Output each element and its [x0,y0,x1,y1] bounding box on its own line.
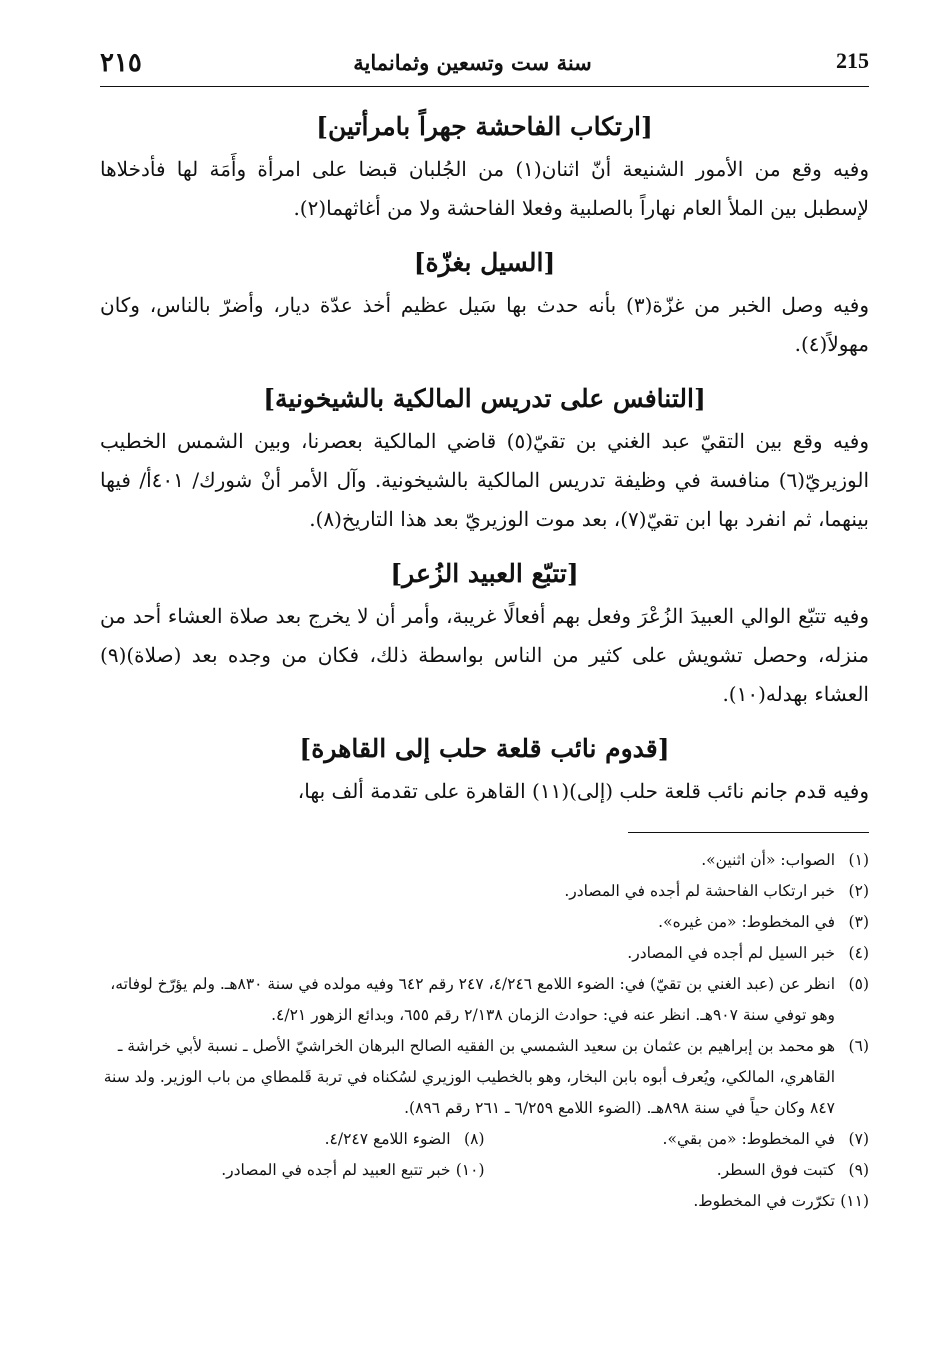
footnote-text: هو محمد بن إبراهيم بن عثمان بن سعيد الشمسي بن الفقيه الصالح البرهان الخراشيّ الأصل ـ نسبة لأبي خراشة ـ القاهري، المالكي، ويُعرف أبوه بابن البخار، وهو بالخطيب الوزيري لسُكناه في تربة قَلمطاي من باب الوزير. ولد سنة ٨٤٧ وكان حياً في سنة ٨٩٨هـ. (الضوء اللامع ٦/٢٥٩ ـ ٢٦١ رقم ٨٩٦). [103,1037,835,1117]
running-header [0,44,945,84]
footnote-number: (٤) [848,944,869,962]
footnote [100,938,869,969]
footnotes [100,845,869,1217]
footnote-text: في المخطوط: «من غيره». [658,913,835,931]
footnote-text: انظر عن (عبد الغني بن تقيّ) في: الضوء اللامع ٤/٢٤٦، ٢٤٧ رقم ٦٤٢ وفيه مولده في سنة ٨٣٠هـ. ولم يؤرّخ لوفاته، وهو توفي سنة ٩٠٧هـ. انظر عنه في: حوادث الزمان ٢/١٣٨ رقم ٦٥٥، وبدائع الزهور ٤/٢١. [110,975,835,1024]
footnote [485,1155,870,1186]
page-number-latin: 215 [836,48,869,73]
footnote-text: كتبت فوق السطر. [716,1161,835,1179]
footnote-row [100,1155,869,1186]
footnote-number: (٧) [848,1130,869,1148]
footnote [100,1031,869,1124]
footnote-rule [628,832,869,833]
section-heading: [السيل بغزّة] [413,248,556,277]
section-heading: [قدوم نائب قلعة حلب إلى القاهرة] [299,734,670,763]
footnote-number: (٩) [848,1161,869,1179]
section-heading: [التنافس على تدريس المالكية بالشيخونية] [263,384,706,413]
footnote-number: (٥) [848,975,869,993]
footnote [100,876,869,907]
footnote-text: تكرّرت في المخطوط. [693,1192,835,1210]
footnote-number: (٣) [848,913,869,931]
footnote-text: الصواب: «أن اثنين». [701,851,835,869]
footnote [100,845,869,876]
footnote-number: (٨) [464,1130,485,1148]
footnote-number: (١) [848,851,869,869]
footnote [100,1155,485,1186]
footnote [100,969,869,1031]
footnote-text: خبر ارتكاب الفاحشة لم أجده في المصادر. [564,882,835,900]
footnote-number: (٢) [848,882,869,900]
footnote [100,1124,485,1155]
footnote-number: (٦) [848,1037,869,1055]
section-paragraph: وفيه تتبّع الوالي العبيدَ الزُعْرَ وفعل بهم أفعالًا غريبة، وأمر أن لا يخرج بعد صلاة العشاء أحد من منزله، وحصل تشويش على كثير من الناس بواسطة ذلك، فكان من وجده بعد (صلاة)(٩) العشاء بهدله(١٠). [100,604,869,706]
section-paragraph: وفيه وصل الخبر من غزّة(٣) بأنه حدث بها سَيل عظيم أخذ عدّة ديار، وأضرّ بالناس، وكان مهولاً(٤). [100,293,869,356]
running-title: سنة ست وتسعين وثمانماية [353,50,592,75]
section-paragraph: وفيه وقع بين التقيّ عبد الغني بن تقيّ(٥) قاضي المالكية بعصرنا، وبين الشمس الخطيب الوزيريّ(٦) منافسة في وظيفة تدريس المالكية بالشيخونية. وآل الأمر أنْ شورك/ ٤٠١أ/ فيها بينهما، ثم انفرد بها ابن تقيّ(٧)، بعد موت الوزيريّ بعد هذا التاريخ(٨). [100,429,870,531]
footnote-row [100,1124,869,1155]
header-rule [100,86,869,87]
footnote-text: خبر السيل لم أجده في المصادر. [627,944,835,962]
main-text [100,104,869,823]
section-heading: [تتبّع العبيد الزُعر] [390,559,579,588]
footnote [100,907,869,938]
footnote-number: (١١) [840,1192,869,1210]
section-heading: [ارتكاب الفاحشة جهراً بامرأتين] [316,112,653,141]
footnote [485,1124,870,1155]
footnote [100,1186,869,1217]
page-number-arabic: ٢١٥ [100,48,142,78]
footnote-text: في المخطوط: «من بقي». [662,1130,835,1148]
section-paragraph: وفيه وقع من الأمور الشنيعة أنّ اثنان(١) من الجُلبان قبضا على امرأة وأَمَة لها فأدخلاها لإسطبل بين الملأ العام نهاراً بالصلبية وفعلا الفاحشة ولا من أغاثهما(٢). [100,157,869,220]
footnote-text: الضوء اللامع ٤/٢٤٧. [324,1130,451,1148]
footnote-text: خبر تتبع العبيد لم أجده في المصادر. [221,1161,451,1179]
footnote-number: (١٠) [455,1161,485,1179]
section-paragraph: وفيه قدم جانم نائب قلعة حلب (إلى)(١١) القاهرة على تقدمة ألف بها، [297,779,869,803]
